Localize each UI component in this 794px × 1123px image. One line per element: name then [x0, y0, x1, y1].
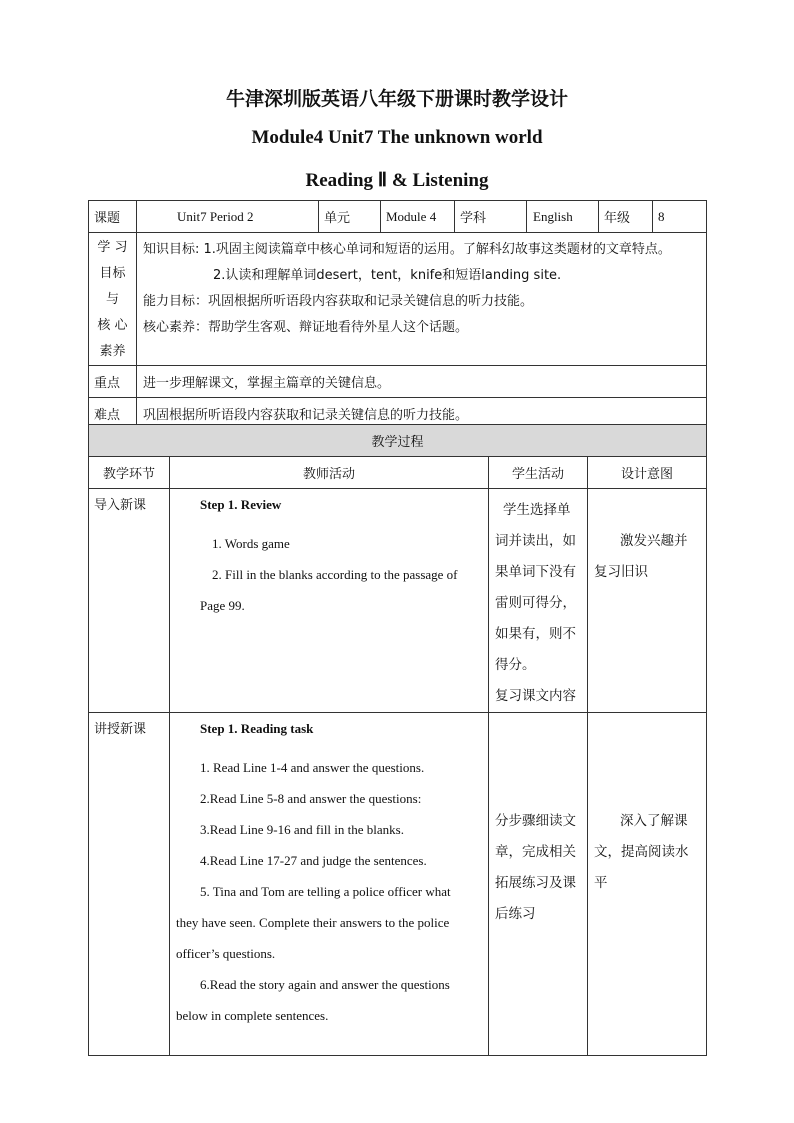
- student-line: 词并读出，如: [495, 533, 576, 549]
- col-stage: 教学环节: [89, 457, 170, 489]
- student-line: 果单词下没有: [495, 564, 576, 580]
- stage-new: 讲授新课: [89, 713, 170, 1056]
- knowledge-goal: 知识目标: 1.巩固主阅读篇章中核心单词和短语的运用。了解科幻故事这类题材的文章特点。: [143, 242, 671, 257]
- subject-value: English: [527, 201, 599, 233]
- student-line: 拓展练习及课: [495, 875, 576, 891]
- col-teacher: 教师活动: [170, 457, 489, 489]
- student-line: 得分。: [495, 657, 536, 673]
- core-literacy: 核心素养：帮助学生客观、辩证地看待外星人这个话题。: [143, 320, 469, 335]
- stage-intro: 导入新课: [89, 489, 170, 713]
- process-row-intro: [89, 489, 707, 713]
- student-line: 学生选择单: [503, 502, 571, 518]
- key-point-text: 进一步理解课文，掌握主篇章的关键信息。: [137, 366, 707, 398]
- process-heading-row: [89, 425, 707, 457]
- info-row: [89, 201, 707, 233]
- teacher-item: 2. Fill in the blanks according to the passage of: [212, 567, 458, 582]
- teacher-item: officer’s questions.: [176, 946, 276, 961]
- objectives-label-line: 学 习: [97, 240, 128, 255]
- student-line: 雷则可得分，: [495, 595, 576, 611]
- student-line: 如果有，则不: [495, 626, 576, 642]
- module-title: Module4 Unit7 The unknown world: [251, 127, 543, 148]
- teacher-item: they have seen. Complete their answers to the police: [176, 915, 450, 930]
- teacher-item: 6.Read the story again and answer the questions: [200, 977, 450, 992]
- objectives-label-line: 素养: [99, 344, 126, 359]
- difficulty-text: 巩固根据所听语段内容获取和记录关键信息的听力技能。: [137, 398, 707, 430]
- objectives-label-line: 目标: [99, 266, 126, 281]
- difficulty-label: 难点: [89, 398, 137, 430]
- unit-label: 单元: [319, 201, 381, 233]
- lesson-info-table: [88, 200, 707, 430]
- document-title: 牛津深圳版英语八年级下册课时教学设计: [225, 88, 568, 110]
- design-intent-new: [588, 713, 707, 1056]
- teacher-activity-intro: [170, 489, 489, 713]
- step-title: Step 1. Reading task: [200, 721, 314, 736]
- student-line: 分步骤细读文: [495, 813, 576, 829]
- col-design: 设计意图: [588, 457, 707, 489]
- teacher-activity-new: [170, 713, 489, 1056]
- process-row-new: [89, 713, 707, 1056]
- objectives-label-line: 核 心: [97, 318, 128, 333]
- col-student: 学生活动: [489, 457, 588, 489]
- teacher-item: 3.Read Line 9-16 and fill in the blanks.: [200, 822, 404, 837]
- objectives-label: [89, 233, 137, 366]
- design-line: 深入了解课: [620, 813, 688, 829]
- teacher-item: 5. Tina and Tom are telling a police officer what: [200, 884, 451, 899]
- design-line: 激发兴趣并: [620, 533, 688, 549]
- grade-label: 年级: [599, 201, 653, 233]
- student-line: 后练习: [495, 906, 536, 922]
- teacher-item: 1. Words game: [212, 536, 290, 551]
- process-heading: 教学过程: [89, 425, 707, 457]
- teacher-item: 2.Read Line 5-8 and answer the questions:: [200, 791, 422, 806]
- key-point-label: 重点: [89, 366, 137, 398]
- grade-value: 8: [653, 201, 707, 233]
- ability-goal: 能力目标：巩固根据所听语段内容获取和记录关键信息的听力技能。: [143, 294, 534, 309]
- lesson-label: 课题: [89, 201, 137, 233]
- design-intent-intro: [588, 489, 707, 713]
- unit-value: Module 4: [381, 201, 455, 233]
- design-line: 文，提高阅读水: [594, 844, 689, 860]
- lesson-value: Unit7 Period 2: [137, 201, 319, 233]
- subject-label: 学科: [455, 201, 527, 233]
- teacher-item: 1. Read Line 1-4 and answer the questions.: [200, 760, 425, 775]
- teacher-item: below in complete sentences.: [176, 1008, 329, 1023]
- key-point-row: [89, 366, 707, 398]
- student-line: 章，完成相关: [495, 844, 576, 860]
- process-columns-row: [89, 457, 707, 489]
- objectives-row: [89, 233, 707, 366]
- design-line: 复习旧识: [594, 564, 648, 580]
- student-activity-new: [489, 713, 588, 1056]
- student-line: 复习课文内容: [495, 688, 576, 704]
- student-activity-intro: [489, 489, 588, 713]
- objectives-label-line: 与: [105, 292, 119, 307]
- teacher-item: 4.Read Line 17-27 and judge the sentences.: [200, 853, 427, 868]
- objectives-content: [137, 233, 707, 366]
- step-title: Step 1. Review: [200, 497, 282, 512]
- lesson-title: Reading Ⅱ & Listening: [305, 170, 489, 191]
- teaching-process-table: [88, 424, 707, 1056]
- knowledge-goal-2: 2.认读和理解单词desert，tent，knife和短语landing site.: [213, 268, 562, 283]
- design-line: 平: [594, 875, 608, 891]
- teacher-item: Page 99.: [200, 598, 245, 613]
